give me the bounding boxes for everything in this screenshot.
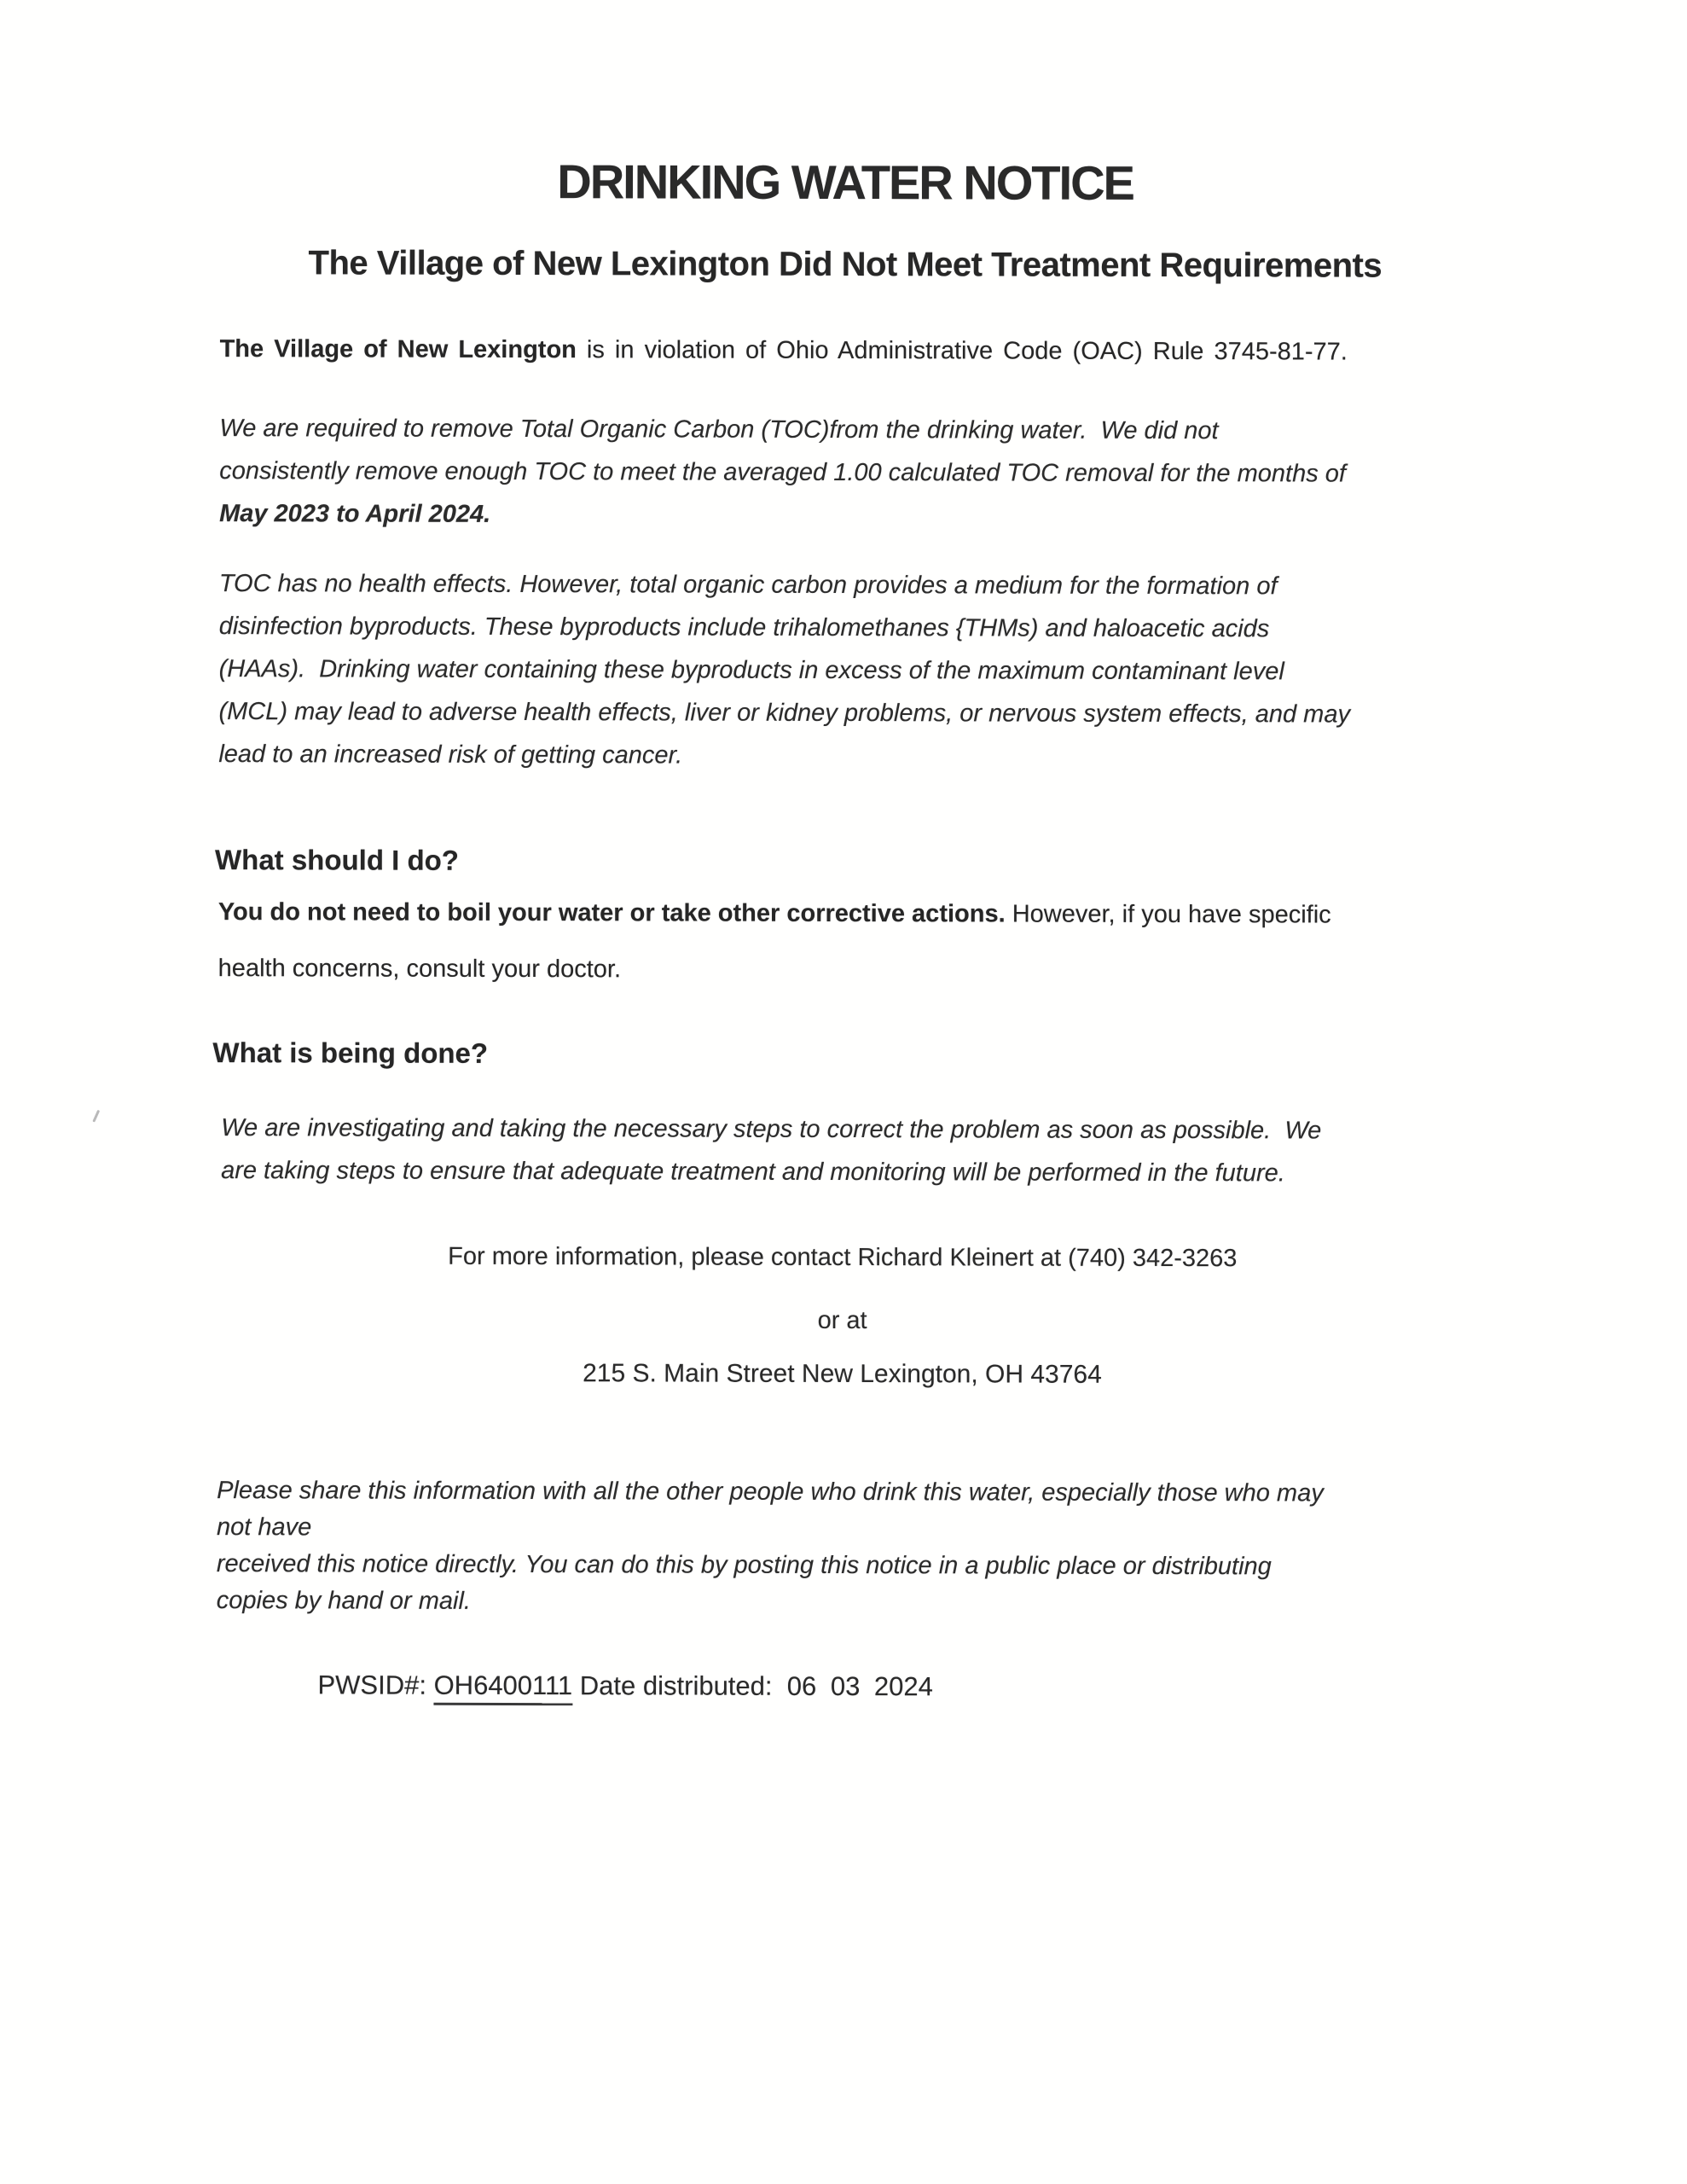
notice-subtitle: The Village of New Lexington Did Not Meet Treatment Requirements <box>308 244 1383 285</box>
no-boil-bold-text: You do not need to boil your water or take other corrective actions. <box>217 898 1006 928</box>
contact-info-line: For more information, please contact Richard Kleinert at (740) 342-3263 <box>448 1242 1238 1273</box>
health-effects-line-1: TOC has no health effects. However, total organic carbon provides a medium for the formation of <box>218 570 1278 601</box>
health-effects-paragraph <box>218 562 1534 779</box>
share-notice-paragraph <box>217 1472 1532 1623</box>
investigating-line-2: are taking steps to ensure that adequate treatment and monitoring will be performed in the future. <box>221 1157 1285 1188</box>
toc-removal-paragraph <box>219 407 1534 538</box>
pwsid-footer <box>317 1669 1531 1705</box>
contact-or-at-line: or at <box>817 1306 867 1335</box>
violation-paragraph <box>220 334 1535 368</box>
toc-removal-line-1: We are required to remove Total Organic Carbon (TOC)from the drinking water. We did not <box>219 415 1219 445</box>
contact-address-line: 215 S. Main Street New Lexington, OH 43764 <box>583 1359 1102 1389</box>
page-title: DRINKING WATER NOTICE <box>557 154 1134 210</box>
health-effects-line-2: disinfection byproducts. These byproducts include trihalomethanes {THMs) and haloacetic acids <box>218 613 1270 643</box>
toc-removal-period: May 2023 to April 2024. <box>219 500 491 528</box>
health-effects-line-5: lead to an increased risk of getting cancer. <box>218 741 683 770</box>
no-boil-line-2: health concerns, consult your doctor. <box>217 955 622 984</box>
no-boil-paragraph <box>218 884 1533 1000</box>
heading-what-is-being-done: What is being done? <box>212 1037 489 1069</box>
date-distributed-value: 06 03 2024 <box>786 1670 933 1702</box>
investigating-paragraph <box>221 1107 1533 1195</box>
no-boil-line-1 <box>218 884 1533 944</box>
share-line-4: copies by hand or mail. <box>216 1587 472 1615</box>
pwsid-number: OH6400111 <box>434 1670 573 1705</box>
no-boil-regular-text: However, if you have specific <box>1005 900 1331 929</box>
share-line-2: not have <box>216 1513 312 1542</box>
share-line-3: received this notice directly. You can do this by posting this notice in a public place or distributing <box>216 1550 1272 1581</box>
date-distributed-label: Date distributed: <box>572 1670 787 1701</box>
pwsid-label: PWSID#: <box>317 1670 434 1700</box>
scan-artifact-mark <box>92 1110 100 1123</box>
share-line-1: Please share this information with all the other people who drink this water, especially those who may <box>217 1477 1324 1507</box>
violation-text: is in violation of Ohio Administrative Code (OAC) Rule 3745-81-77. <box>576 336 1348 366</box>
heading-what-should-i-do: What should I do? <box>214 844 460 876</box>
investigating-line-1: We are investigating and taking the necessary steps to correct the problem as soon as possible. We <box>221 1114 1322 1145</box>
health-effects-line-4: (MCL) may lead to adverse health effects, liver or kidney problems, or nervous system effects, and may <box>218 698 1351 729</box>
toc-removal-line-2: consistently remove enough TOC to meet the averaged 1.00 calculated TOC removal for the months of <box>219 457 1347 488</box>
violation-system-name: The Village of New Lexington <box>219 335 577 364</box>
health-effects-line-3: (HAAs). Drinking water containing these byproducts in excess of the maximum contaminant level <box>218 655 1284 686</box>
violation-line <box>220 334 1535 368</box>
